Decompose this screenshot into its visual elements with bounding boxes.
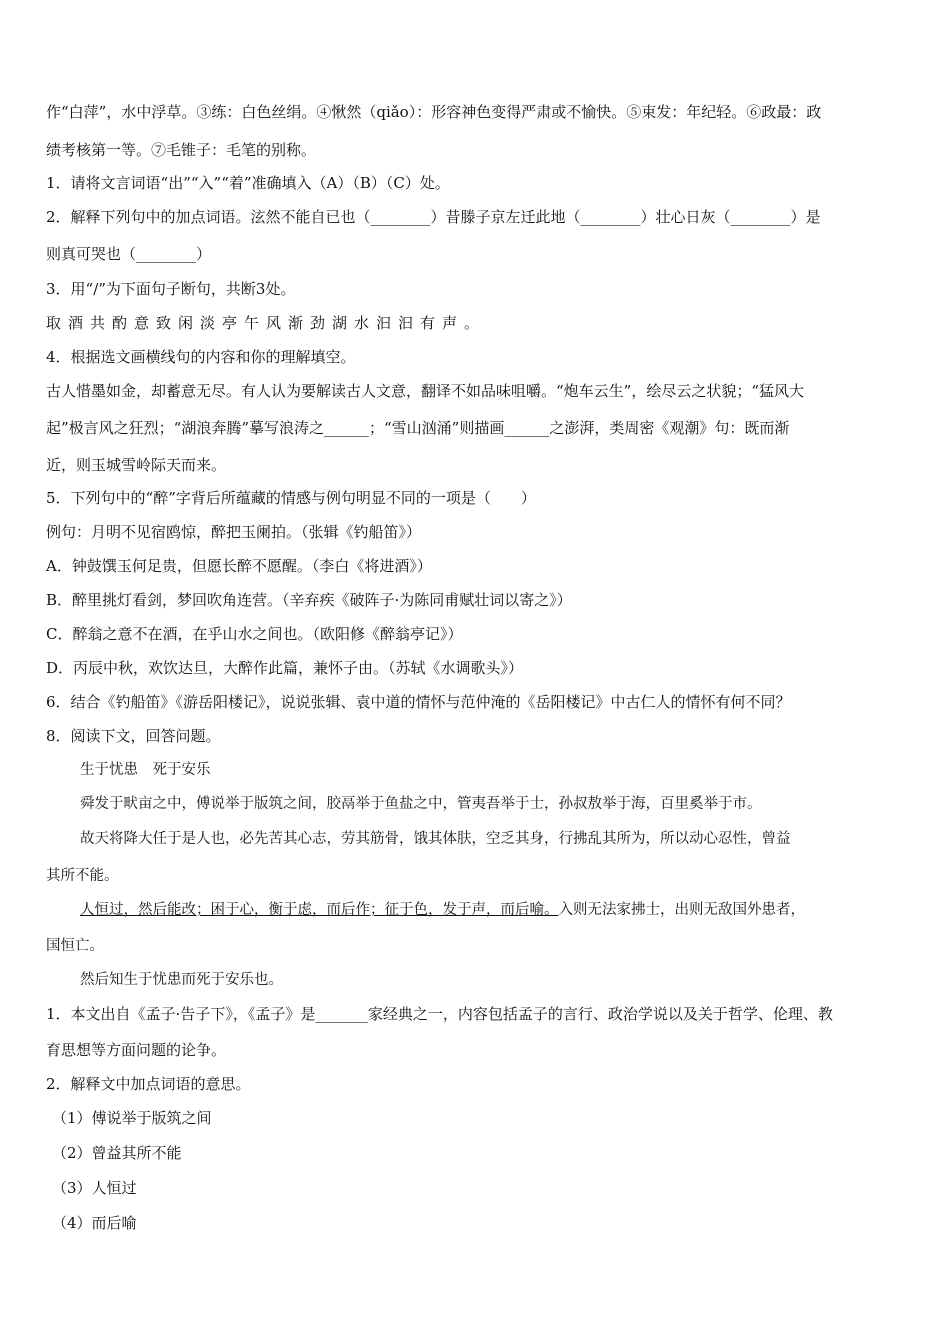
passage-para-4: 然后知生于忧患而死于安乐也。 — [80, 972, 283, 988]
passage-title: 生于忧患 死于安乐 — [80, 762, 211, 778]
question-8: 8．阅读下文，回答问题。 — [46, 727, 221, 745]
question-4: 4．根据选文画横线句的内容和你的理解填空。 — [46, 348, 356, 366]
sub-item-4: （4）而后喻 — [52, 1214, 137, 1232]
sub-item-3: （3）人恒过 — [52, 1179, 137, 1197]
question-2-cont: 则真可哭也（________） — [46, 245, 212, 263]
passage-para-3-rest: 入则无法家拂士，出则无敌国外患者， — [558, 902, 805, 918]
question-5-example: 例句：月明不见宿鸥惊，醉把玉阑拍。（张辑《钓船笛》） — [46, 523, 422, 541]
option-d: D．丙辰中秋，欢饮达旦，大醉作此篇，兼怀子由。（苏轼《水调歌头》） — [46, 659, 524, 677]
question-5: 5．下列句中的“醉”字背后所蕴藏的情感与例句明显不同的一项是（ ） — [46, 489, 536, 507]
option-a: A．钟鼓馔玉何足贵，但愿长醉不愿醒。（李白《将进酒》） — [46, 557, 432, 575]
sub-question-1: 1．本文出自《孟子·告子下》，《孟子》是_______家经典之一，内容包括孟子的言行、政治学说以及关于哲学、伦理、教 — [46, 1005, 833, 1023]
option-c: C．醉翁之意不在酒，在乎山水之间也。（欧阳修《醉翁亭记》） — [46, 625, 463, 643]
passage-para-2: 故天将降大任于是人也，必先苦其心志，劳其筋骨，饿其体肤，空乏其身，行拂乱其所为，所以动心忍性，曾益 — [80, 831, 791, 847]
passage-para-3 — [80, 900, 908, 920]
passage-para-1: 舜发于畎亩之中，傅说举于版筑之间，胶鬲举于鱼盐之中，管夷吾举于士，孙叔敖举于海，百里奚举于市。 — [80, 796, 762, 812]
sub-item-2: （2）曾益其所不能 — [52, 1144, 182, 1162]
question-6: 6．结合《钓船笛》《游岳阳楼记》，说说张辑、袁中道的情怀与范仲淹的《岳阳楼记》中古仁人的情怀有何不同？ — [46, 693, 791, 711]
question-3: 3．用“/”为下面句子断句，共断3处。 — [46, 280, 296, 298]
passage-para-2-cont: 其所不能。 — [46, 868, 119, 884]
note-line-2: 绩考核第一等。⑦毛锥子：毛笔的别称。 — [46, 141, 317, 159]
passage-para-3-cont: 国恒亡。 — [46, 938, 104, 954]
question-4-text-3: 近，则玉城雪岭际天而来。 — [46, 456, 227, 474]
question-4-text-1: 古人惜墨如金，却蓄意无尽。有人认为要解读古人文意，翻译不如品味咀嚼。“炮车云生”，绘尽云之状貌；“猛风大 — [46, 382, 805, 400]
option-b: B．醉里挑灯看剑，梦回吹角连营。（辛弃疾《破阵子·为陈同甫赋壮词以寄之》） — [46, 591, 572, 609]
question-4-text-2: 起”极言风之狂烈；“湖浪奔腾”摹写浪涛之______；“雪山汹涌”则描画______之澎湃，类周密《观潮》句：既而渐 — [46, 419, 790, 437]
question-3-sentence: 取酒共酌意致闲淡亭午风渐劲湖水汩汩有声。 — [46, 314, 487, 332]
note-line-1: 作“白萍”，水中浮草。③练：白色丝绢。④愀然（qiǎo）：形容神色变得严肃或不愉快。⑤束发：年纪轻。⑥政最：政 — [46, 103, 822, 121]
question-2: 2．解释下列句中的加点词语。泫然不能自已也（________）昔滕子京左迁此地（________）壮心日灰（________）是 — [46, 208, 821, 226]
underlined-sentence: 人恒过，然后能改；困于心，衡于虑，而后作；征于色，发于声，而后喻。 — [80, 902, 559, 918]
sub-item-1: （1）傅说举于版筑之间 — [52, 1109, 212, 1127]
sub-question-1-cont: 育思想等方面问题的论争。 — [46, 1041, 227, 1059]
question-1: 1．请将文言词语“出”“入”“着”准确填入（A）（B）（C）处。 — [46, 174, 450, 192]
sub-question-2: 2．解释文中加点词语的意思。 — [46, 1075, 251, 1093]
